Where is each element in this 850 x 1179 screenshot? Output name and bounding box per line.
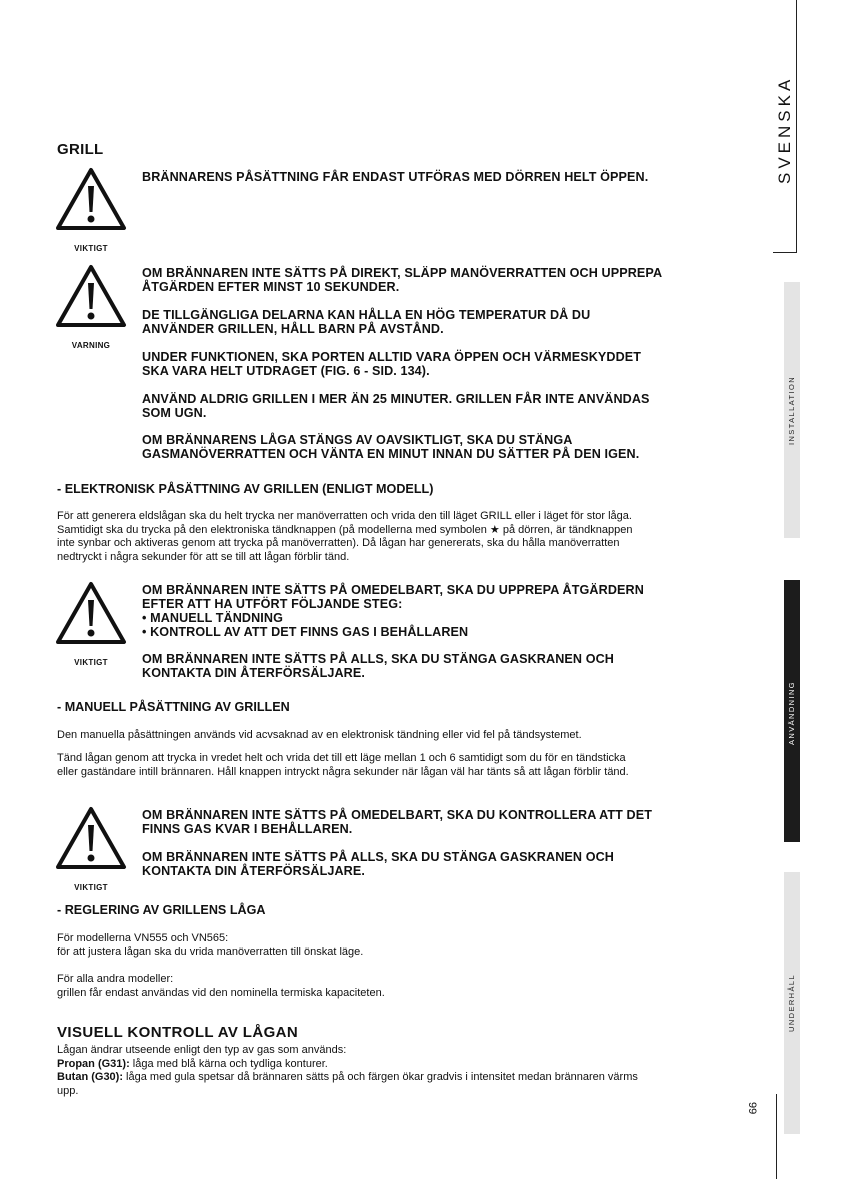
warning-text: OM BRÄNNAREN INTE SÄTTS PÅ OMEDELBART, SKA DU UPPREPA ÅTGÄRDERN: [142, 583, 644, 597]
paragraph: [57, 752, 747, 779]
warning-text: ANVÄNDER GRILLEN, HÅLL BARN PÅ AVSTÅND.: [142, 322, 444, 336]
paragraph-line: nedtryckt i några sekunder för att se till att lågan förblir tänd.: [57, 550, 350, 563]
warning-text: FINNS GAS KVAR I BEHÅLLAREN.: [142, 822, 353, 836]
warning-text: EFTER ATT HA UTFÖRT FÖLJANDE STEG:: [142, 597, 403, 611]
warning-triangle-icon: [55, 805, 127, 885]
warning-text: OM BRÄNNARENS LÅGA STÄNGS AV OAVSIKTLIGT, SKA DU STÄNGA: [142, 433, 573, 447]
propane-line: [57, 1058, 747, 1072]
tab-maintenance[interactable]: [784, 872, 800, 1134]
propane-text: låga med blå kärna och tydliga konturer.: [129, 1057, 328, 1070]
paragraph-line: För att generera eldslågan ska du helt trycka ner manöverratten och vrida den till läget GRILL eller i läget för stor låga.: [57, 510, 632, 522]
warning-triangle-icon: [55, 580, 127, 660]
warning-symbol-varning: [55, 263, 127, 350]
warning-text: OM BRÄNNAREN INTE SÄTTS PÅ DIREKT, SLÄPP MANÖVERRATTEN OCH UPPREPA: [142, 266, 663, 280]
paragraph: [57, 932, 747, 959]
warning-symbol-viktigt-2: [55, 580, 127, 667]
tab-label: ANVÄNDNING: [787, 680, 796, 745]
warning-label: VIKTIGT: [74, 244, 108, 253]
warning-text: SKA VARA HELT UTDRAGET (FIG. 6 - SID. 134).: [142, 364, 430, 378]
warning-triangle-icon: [55, 263, 127, 343]
warning-text: OM BRÄNNAREN INTE SÄTTS PÅ ALLS, SKA DU STÄNGA GASKRANEN OCH: [142, 652, 614, 666]
tab-label: INSTALLATION: [787, 375, 796, 445]
butane-label: Butan (G30):: [57, 1071, 123, 1083]
section-title-visual-check: VISUELL KONTROLL AV LÅGAN: [57, 1024, 299, 1041]
paragraph-line: eller gaständare intill brännaren. Håll knappen intryckt några sekunder när lågan väl har tänts så att lågan förblir tänd.: [57, 765, 629, 778]
warning-symbol-viktigt-1: [55, 166, 127, 253]
warning-text: GASMANÖVERRATTEN OCH VÄNTA EN MINUT INNAN DU SÄTTER PÅ DEN IGEN.: [142, 447, 640, 461]
warning-triangle-icon: [55, 166, 127, 246]
warning-text: KONTAKTA DIN ÅTERFÖRSÄLJARE.: [142, 666, 365, 680]
paragraph: [57, 510, 747, 564]
section-heading-regulation: - REGLERING AV GRILLENS LÅGA: [57, 903, 266, 917]
warning-text: OM BRÄNNAREN INTE SÄTTS PÅ ALLS, SKA DU STÄNGA GASKRANEN OCH: [142, 850, 614, 864]
paragraph: Den manuella påsättningen används vid acvsaknad av en elektronisk tändning eller vid fel på tändsystemet.: [57, 729, 582, 741]
warning-label: VARNING: [71, 341, 111, 350]
paragraph-line: Lågan ändrar utseende enligt den typ av gas som används:: [57, 1044, 347, 1056]
paragraph-line: För modellerna VN555 och VN565:: [57, 932, 229, 944]
warning-label: VIKTIGT: [74, 658, 108, 667]
section-heading-manual: - MANUELL PÅSÄTTNING AV GRILLEN: [57, 700, 290, 714]
warning-text: DE TILLGÄNGLIGA DELARNA KAN HÅLLA EN HÖG TEMPERATUR DÅ DU: [142, 308, 591, 322]
language-label: [773, 75, 797, 184]
section-heading-electronic: - ELEKTRONISK PÅSÄTTNING AV GRILLEN (ENLIGT MODELL): [57, 482, 434, 496]
warning-text: SOM UGN.: [142, 406, 207, 420]
butane-line: [57, 1071, 747, 1085]
paragraph-line: upp.: [57, 1084, 79, 1097]
page-number: 99: [746, 1102, 758, 1115]
propane-label: Propan (G31):: [57, 1057, 130, 1070]
warning-text: BRÄNNARENS PÅSÄTTNING FÅR ENDAST UTFÖRAS MED DÖRREN HELT ÖPPEN.: [142, 170, 649, 184]
warning-text: KONTAKTA DIN ÅTERFÖRSÄLJARE.: [142, 864, 365, 878]
tab-label: UNDERHÅLL: [787, 973, 796, 1032]
warning-label: VIKTIGT: [74, 883, 108, 892]
tab-usage[interactable]: [784, 580, 800, 842]
paragraph-line: Tänd lågan genom att trycka in vredet helt och vrida det till ett läge mellan 1 och 6 samtidigt som du för en tändsticka: [57, 752, 626, 764]
sidebar-divider: [773, 252, 797, 253]
warning-text: OM BRÄNNAREN INTE SÄTTS PÅ OMEDELBART, SKA DU KONTROLLERA ATT DET: [142, 808, 653, 822]
warning-text: • MANUELL TÄNDNING: [142, 611, 284, 625]
paragraph: [57, 1044, 747, 1098]
language-text: SVENSKA: [775, 75, 794, 184]
section-title-grill: GRILL: [57, 141, 104, 158]
paragraph-line: För alla andra modeller:: [57, 973, 174, 985]
paragraph-line: för att justera lågan ska du vrida manöverratten till önskat läge.: [57, 945, 364, 958]
butane-text: låga med gula spetsar då brännaren sätts på och färgen ökar gradvis i intensitet medan brännaren värms: [123, 1071, 638, 1083]
tab-installation[interactable]: [784, 282, 800, 538]
warning-text: UNDER FUNKTIONEN, SKA PORTEN ALLTID VARA ÖPPEN OCH VÄRMESKYDDET: [142, 350, 642, 364]
paragraph: [57, 973, 747, 1000]
warning-text: • KONTROLL AV ATT DET FINNS GAS I BEHÅLLAREN: [142, 625, 469, 639]
paragraph-line: grillen får endast användas vid den nominella termiska kapaciteten.: [57, 986, 385, 999]
sidebar-divider: [776, 1094, 777, 1179]
paragraph-line: Samtidigt ska du trycka på den elektroniska tändknappen (på modellerna med symbolen ★ på dörren, är tändknappen: [57, 523, 633, 536]
paragraph-line: inte synbar och aktiveras genom att trycka på manöverratten). Då lågan har genererats, ska du hålla manöverratten: [57, 537, 620, 549]
warning-text: ÅTGÄRDEN EFTER MINST 10 SEKUNDER.: [142, 280, 400, 294]
warning-text: ANVÄND ALDRIG GRILLEN I MER ÄN 25 MINUTER. GRILLEN FÅR INTE ANVÄNDAS: [142, 392, 650, 406]
warning-symbol-viktigt-3: [55, 805, 127, 892]
